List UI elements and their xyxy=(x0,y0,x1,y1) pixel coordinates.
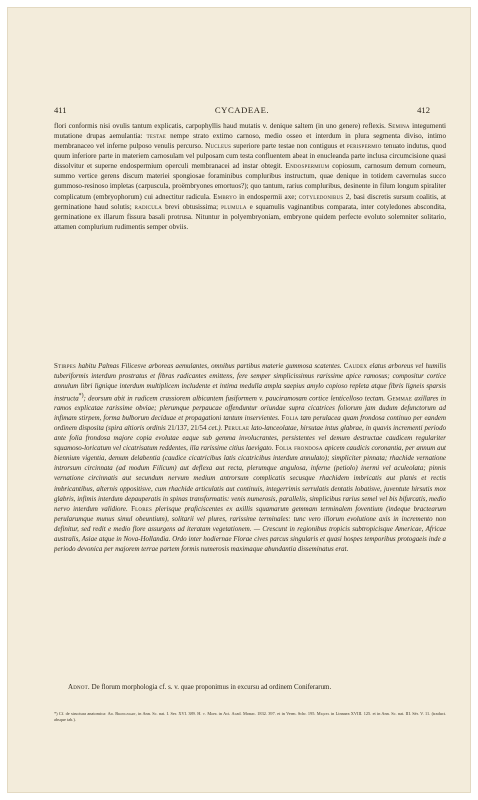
term-cotyledonibus: cotyledonibus xyxy=(298,192,344,201)
text-run: copiosum, carnosum demum corneum, summo vertice gerens discum materiei spongiosae foraminibus compluribus instructum, quae denique in totidem cavernulas succo gummoso-resinoso impletas (carpuscula, proëmbryones emortuos?); quo tantum, rarius compluribus, desinente in filum longum spiraliter complicatum (embryophorum) cui adnectitur radicula. xyxy=(54,162,446,201)
text-run: in endospermii axe; xyxy=(239,192,297,201)
text-run: nempe strato extimo carnoso, medio osseo et interdum in plura segmenta diviso, intimo membranaceo vel inferne pulposo venulis percurso. xyxy=(54,132,446,151)
term-plumula: plumula xyxy=(221,202,247,211)
text-run: flori conformis nisi ovulis tantum explicatis, carpophyllis haud mutatis v. denique saltem (in uno genere) reflexis. xyxy=(54,122,386,130)
book-page xyxy=(8,8,470,792)
term-gemmae: Gemmae xyxy=(387,394,413,403)
page-number-left: 411 xyxy=(54,105,67,115)
term-nucleus: Nucleus xyxy=(205,142,232,151)
running-title: CYCADEAE. xyxy=(214,105,270,115)
term-flores: Flores xyxy=(131,504,152,513)
term-perulae: Perulae xyxy=(224,424,250,433)
text-run: De florum morphologia cf. s. v. quae proponimus in excursu ad ordinem Coniferarum. xyxy=(91,683,332,691)
term-semina: Semina xyxy=(388,122,410,130)
footnote-text: in Act. Acad. Monac. 1832. 397. et in Verm. Schr. 195. xyxy=(218,711,316,716)
text-run: elatus arboreus vel humilis tuberiformis interdum prostratus et fibras radicantes emittens, fere semper simplicissimus rarissime apice ramosus; compositur cortice annulum libri lignique interdum multiplicem includente et intima medulla ampla saepius amylo copioso repleta atque fibris ligneis sparsis instructa xyxy=(54,362,447,403)
term-adnot: Adnot. xyxy=(68,683,90,691)
text-run: e squamulis vaginantibus comparata, inter cotyledones abscondita, germinatione ex illarum fissura basali protrusa. Nituntur in polyembryoniam, embryone quidem perfecte evoluto solemniter solitario, attamen complurium rudimentis semper obviis. xyxy=(54,202,446,231)
page-number-right: 412 xyxy=(417,105,430,115)
term-stirpes: Stirpes xyxy=(54,362,76,370)
text-run: habitu Palmas Filicesve arboreas aemulantes, omnibus partibus materie gummosa scatentes. xyxy=(78,362,342,370)
text-run: 2, basi discretis sursum coalitis, at germinatione haud solutis; xyxy=(54,192,446,211)
paragraph-habit-description xyxy=(54,361,446,554)
term-perispermio: perispermio xyxy=(346,142,382,151)
term-endospermium: Endospermium xyxy=(285,162,330,171)
paragraph-text xyxy=(54,361,446,554)
text-run: ; deorsum abit in radicem crassiorem albicantem fusiformem v. pauciramosam cortice lenticelloso tectam. xyxy=(83,394,386,403)
text-run: brevi obtusissima; xyxy=(165,202,219,211)
text-run: tenuato indutus, quod quum inferiore parte in materiem carnosulam vel pulposam cum testa confluentem abeat in enucleanda parte inclusa circumcisione quasi dissolvitur et superne endospermium operculi membranacei ad instar obtegit. xyxy=(54,142,447,171)
page-header xyxy=(54,105,430,117)
annotation-paragraph xyxy=(54,682,446,692)
term-testae: testae xyxy=(146,132,167,141)
footnote-text: in Linnaea XVIII. 125. et in Ann. Sc. nat. III. Sér. V. 11. (traduct. absque tab.). xyxy=(54,711,447,723)
paragraph-text xyxy=(54,121,446,232)
author-name: Ad. Brongniart, xyxy=(107,711,137,716)
paragraph-seed-description xyxy=(54,121,446,232)
footnote-marker: *) xyxy=(78,393,84,400)
text-run: tam perulacea quam frondosa continuo per eandem ordinem disposita (spira altioris ordinis xyxy=(54,414,447,433)
text-run: lato-lanceolatae, hirsutae intus glabrae, in quavis incrementi periodo ante folia frondosa majore copia evolutae eaque sub gemma involucrantes, persistentes vel demum destructae caudicem regulariter squamoso-loricatum vel cicatrisatum reddentes, illa rarissime citius laevigato. xyxy=(54,424,447,453)
text-run: plerisque praficiscentes ex axillis squamarum gemmam terminalem foventium (indeque bractearum perularumque munus simul obeuntium), solitarii vel plures, rarissime terminales: tunc vero illorum evolutione axis in incremento non definitur, sed redit e medio flore assurgens ad iteratam vegetationem. — Crescunt in regionibus tropicis subtropicisque Americae, Africae australis, Asiae atque in Nova-Hollandia. Ordo inter hodiernae Florae cives parcus singularis et quasi hospes temporibus protogaeis inde a periodo devonica per majorem terrae partem formis numerosis maximaque abundantia disseminatus erat. xyxy=(54,504,447,553)
footnote-text: in Ann. Sc. nat. I. Ser. XVI. 389. xyxy=(138,711,196,716)
paragraph-text xyxy=(54,682,446,692)
text-run: superiore parte testae non contiguus et xyxy=(233,142,345,151)
text-run: cet.). xyxy=(208,424,223,433)
term-embryo: Embryo xyxy=(213,192,237,201)
author-name: Miquel xyxy=(316,711,330,716)
text-run: apicem caudicis coronantia, per annum aut biennium vigentia, demum delabentia (caudice cicatricibus latis cicatricibus interdum annulato); simpliciter pinnata; rhachide vernatione introrsum circinnata (ad modum Filicum) aut deflexa aut recta, plerumque angulosa, inferne (petiolo) inermi vel aculeolata; pinnis vernatione circinnatis aut secundum nervum medium antrorsum complicatis secusque rhachidem imbricatis aut planis et rectis imbricantibus, alternis oppositisve, cum rhachide articulatis aut continuis, integerrimis serrulatis dentatis lobatisve, juventute hirsutis mox glabris, infimis interdum depauperatis in spinas transformatis: venis numerosis, parallelis, simplicibus rarius semel vel bis bifurcatis, medio nervo interdum validiore. xyxy=(54,444,446,513)
phyllotaxis-fractions: 21/137, 21/54 xyxy=(167,424,207,433)
term-folia-frondosa: Folia frondosa xyxy=(275,444,323,453)
term-folia: Folia xyxy=(281,414,299,423)
text-run: axillares in ramos explicatae rarissime obviae; plerumque perpaucae offenduntur oriundae supra cicatrices foliorum jam dudum defunctorum ad infimam stirpem, forma bulborum deciduae et propagationi tantum inservientes. xyxy=(54,394,446,423)
term-radicula: radicula xyxy=(134,202,163,211)
text-run: integumenti mutatione drupas aemulantia: xyxy=(54,122,447,141)
footnote xyxy=(54,711,446,724)
footnote-text: *) Cf. de structura anatomica: xyxy=(54,711,107,716)
author-name: H. v. Mohl xyxy=(197,711,218,716)
term-caudex: Caudex xyxy=(343,362,368,370)
